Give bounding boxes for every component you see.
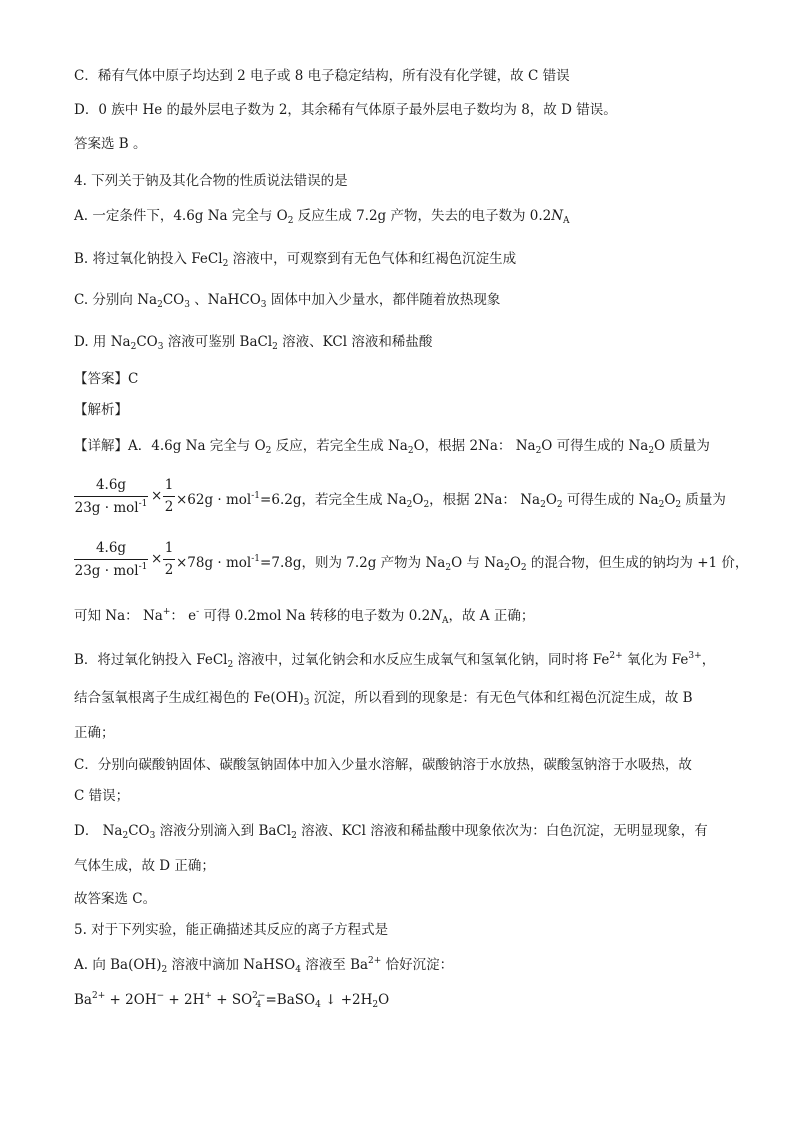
final-answer: 故答案选 C。 [74, 891, 157, 907]
detail-line: 正确； [74, 725, 115, 741]
option-b: B. 将过氧化钠投入 FeCl$_2$ 溶液中，可观察到有无色气体和红褐色沉淀生成 [74, 251, 517, 269]
answer-tag: 【答案】C [74, 371, 139, 387]
detail-line: 气体生成，故 D 正确； [74, 858, 215, 874]
detail-line: C 错误； [74, 788, 130, 804]
question-4-stem: 4. 下列关于钠及其化合物的性质说法错误的是 [74, 173, 348, 189]
fraction-expression-2: 4.6g 23g · mol$^{-1}$ × 1 2 ×78g · mol$^{-1}$=7.8g，则为 7.2g 产物为 $Na_2O$ 与 $Na_2O_2$ 的混合物，但生成的钠均为 +1 价， [74, 540, 749, 579]
text-line: 答案选 B 。 [74, 136, 147, 152]
ionic-equation: $Ba^{2+} + 2OH^- + 2H^+ + SO^{2-}_4$ =BaSO$_4$ ↓ $+2H_2O$ [74, 991, 390, 1010]
text-line: D．0 族中 He 的最外层电子数为 2，其余稀有气体原子最外层电子数均为 8，故 D 错误。 [74, 102, 617, 118]
option-d: D. 用 $Na_2CO_3$ 溶液可鉴别 BaCl$_2$ 溶液、KCl 溶液和稀盐酸 [74, 334, 433, 352]
analysis-tag: 【解析】 [74, 402, 128, 418]
detail-line: B．将过氧化钠投入 FeCl$_2$ 溶液中，过氧化钠会和水反应生成氧气和氢氧化钠，同时将 $Fe^{2+}$ 氧化为 $Fe^{3+}$， [74, 651, 716, 670]
detail-line: 结合氢氧根离子生成红褐色的 $Fe(OH)_3$ 沉淀，所以看到的现象是：有无色气体和红褐色沉淀生成，故 B [74, 690, 693, 708]
detail-line: D． $Na_2CO_3$ 溶液分别滴入到 BaCl$_2$ 溶液、KCl 溶液和稀盐酸中现象依次为：白色沉淀，无明显现象，有 [74, 823, 708, 841]
question-5-option-a: A. 向 $Ba(OH)_2$ 溶液中滴加 NaHSO$_4$ 溶液至 $Ba^{2+}$ 恰好沉淀： [74, 956, 454, 975]
detail-line: 【详解】A．4.6g Na 完全与 $O_2$ 反应，若完全生成 $Na_2O$，根据 2Na： $Na_2O$ 可得生成的 $Na_2O$ 质量为 [74, 438, 710, 456]
detail-line: C．分别向碳酸钠固体、碳酸氢钠固体中加入少量水溶解，碳酸钠溶于水放热，碳酸氢钠溶于水吸热，故 [74, 757, 692, 773]
text-line: C．稀有气体中原子均达到 2 电子或 8 电子稳定结构，所有没有化学键，故 C 错误 [74, 68, 570, 84]
fraction-expression-1: 4.6g 23g · mol$^{-1}$ × 1 2 ×62g · mol$^{-1}$=6.2g，若完全生成 $Na_2O_2$，根据 2Na： $Na_2O_2$ 可得生成的 $Na_2O_2$ 质量为 [74, 477, 726, 516]
option-a: A. 一定条件下，4.6g Na 完全与 $O_2$ 反应生成 7.2g 产物，失去的电子数为 $0.2N_A$ [74, 208, 570, 226]
question-5-stem: 5. 对于下列实验，能正确描述其反应的离子方程式是 [74, 922, 389, 938]
option-c: C. 分别向 $Na_2CO_3$ 、NaHCO$_3$ 固体中加入少量水，都伴随着放热现象 [74, 292, 501, 310]
detail-line: 可知 Na： Na+： e- 可得 0.2mol Na 转移的电子数为 $0.2N_A$，故 A 正确； [74, 607, 535, 626]
